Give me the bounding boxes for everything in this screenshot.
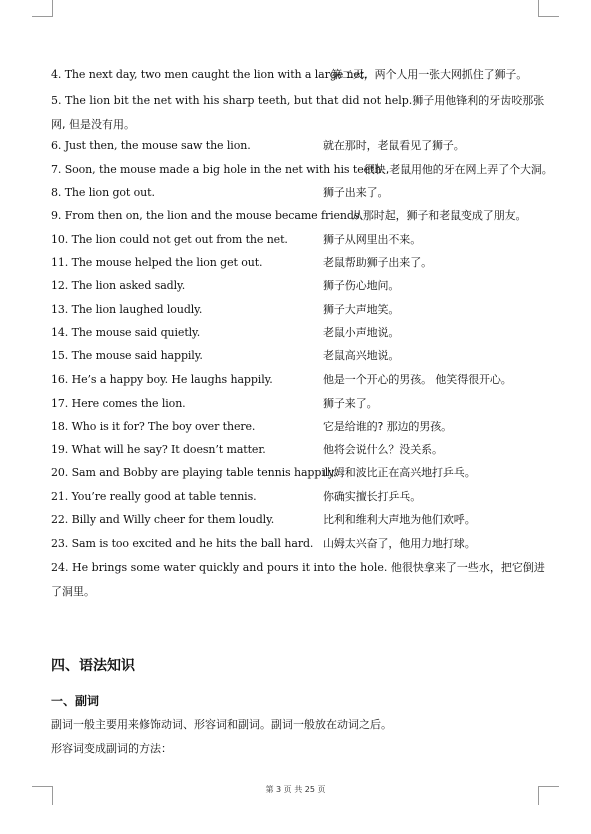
sentence-english: 8. The lion got out.: [51, 186, 155, 199]
sentence-chinese: 狮子出来了。: [323, 186, 389, 199]
sentence-english: 19. What will he say? It doesn’t matter.: [51, 443, 266, 456]
sentence-english: 18. Who is it for? The boy over there.: [51, 420, 256, 433]
sentence-english: 7. Soon, the mouse made a big hole in the net with his teeth.: [51, 163, 385, 176]
sentence-english: 9. From then on, the lion and the mouse became friends.: [51, 209, 363, 222]
sentence-chinese: 狮子大声地笑。: [323, 303, 400, 316]
sentence-english: 12. The lion asked sadly.: [51, 279, 186, 292]
sentence-english: 4. The next day, two men caught the lion with a large net.: [51, 68, 368, 81]
paragraph: 形容词变成副词的方法：: [51, 742, 172, 755]
paragraph: 副词一般主要用来修饰动词、形容词和副词。副词一般放在动词之后。: [51, 718, 392, 731]
sentence-chinese: 他很快拿来了一些水，把它倒进了洞里。: [51, 561, 545, 598]
sentence-chinese: 老鼠帮助狮子出来了。: [323, 256, 432, 269]
sentence-chinese: 老鼠高兴地说。: [323, 349, 400, 362]
sentence-chinese: 他是一个开心的男孩。 他笑得很开心。: [323, 373, 512, 386]
sentence-english: 6. Just then, the mouse saw the lion.: [51, 139, 251, 152]
crop-mark-top-right: [538, 0, 559, 17]
sentence-chinese: 狮子用他锋利的牙齿咬那张网, 但是没有用。: [51, 94, 545, 131]
sentence-english: 22. Billy and Willy cheer for them loudly.: [51, 513, 275, 526]
sentence-chinese: 从那时起，狮子和老鼠变成了朋友。: [352, 209, 527, 222]
sentence-english: 10. The lion could not get out from the net.: [51, 233, 288, 246]
sentence-chinese: 比利和维利大声地为他们欢呼。: [323, 513, 476, 526]
subheading: 一、副词: [51, 694, 100, 708]
sentence-chinese: 狮子来了。: [323, 397, 378, 410]
sentence-chinese: 山姆太兴奋了，他用力地打球。: [323, 537, 476, 550]
sentence-english: 23. Sam is too excited and he hits the ball hard.: [51, 537, 314, 550]
sentence-english: 24. He brings some water quickly and pours it into the hole.: [51, 561, 388, 574]
sentence-wrapped: [51, 89, 546, 137]
sentence-chinese: 就在那时，老鼠看见了狮子。: [323, 139, 465, 152]
sentence-chinese: 他将会说什么？没关系。: [323, 443, 443, 456]
sentence-english: 13. The lion laughed loudly.: [51, 303, 203, 316]
sentence-chinese: 第二天，两个人用一张大网抓住了狮子。: [331, 68, 528, 81]
sentence-english: 20. Sam and Bobby are playing table tennis happily.: [51, 466, 337, 479]
sentence-chinese: 山姆和波比正在高兴地打乒乓。: [323, 466, 476, 479]
sentence-english: 16. He’s a happy boy. He laughs happily.: [51, 373, 273, 386]
crop-mark-top-left: [32, 0, 53, 17]
sentence-english: 5. The lion bit the net with his sharp teeth, but that did not help.: [51, 94, 413, 107]
page-footer: 第 3 页 共 25 页: [265, 785, 326, 794]
sentence-english: 17. Here comes the lion.: [51, 397, 186, 410]
sentence-chinese: 老鼠小声地说。: [323, 326, 400, 339]
section-heading: 四、语法知识: [51, 658, 135, 674]
sentence-english: 15. The mouse said happily.: [51, 349, 203, 362]
sentence-chinese: 狮子伤心地问。: [323, 279, 400, 292]
sentence-wrapped: [51, 556, 546, 604]
sentence-chinese: 狮子从网里出不来。: [323, 233, 422, 246]
sentence-english: 14. The mouse said quietly.: [51, 326, 201, 339]
sentence-chinese: 很快,老鼠用他的牙在网上弄了个大洞。: [364, 163, 553, 176]
sentence-english: 21. You’re really good at table tennis.: [51, 490, 257, 503]
sentence-english: 11. The mouse helped the lion get out.: [51, 256, 263, 269]
sentence-chinese: 它是给谁的? 那边的男孩。: [323, 420, 453, 433]
sentence-chinese: 你确实擅长打乒乓。: [323, 490, 422, 503]
